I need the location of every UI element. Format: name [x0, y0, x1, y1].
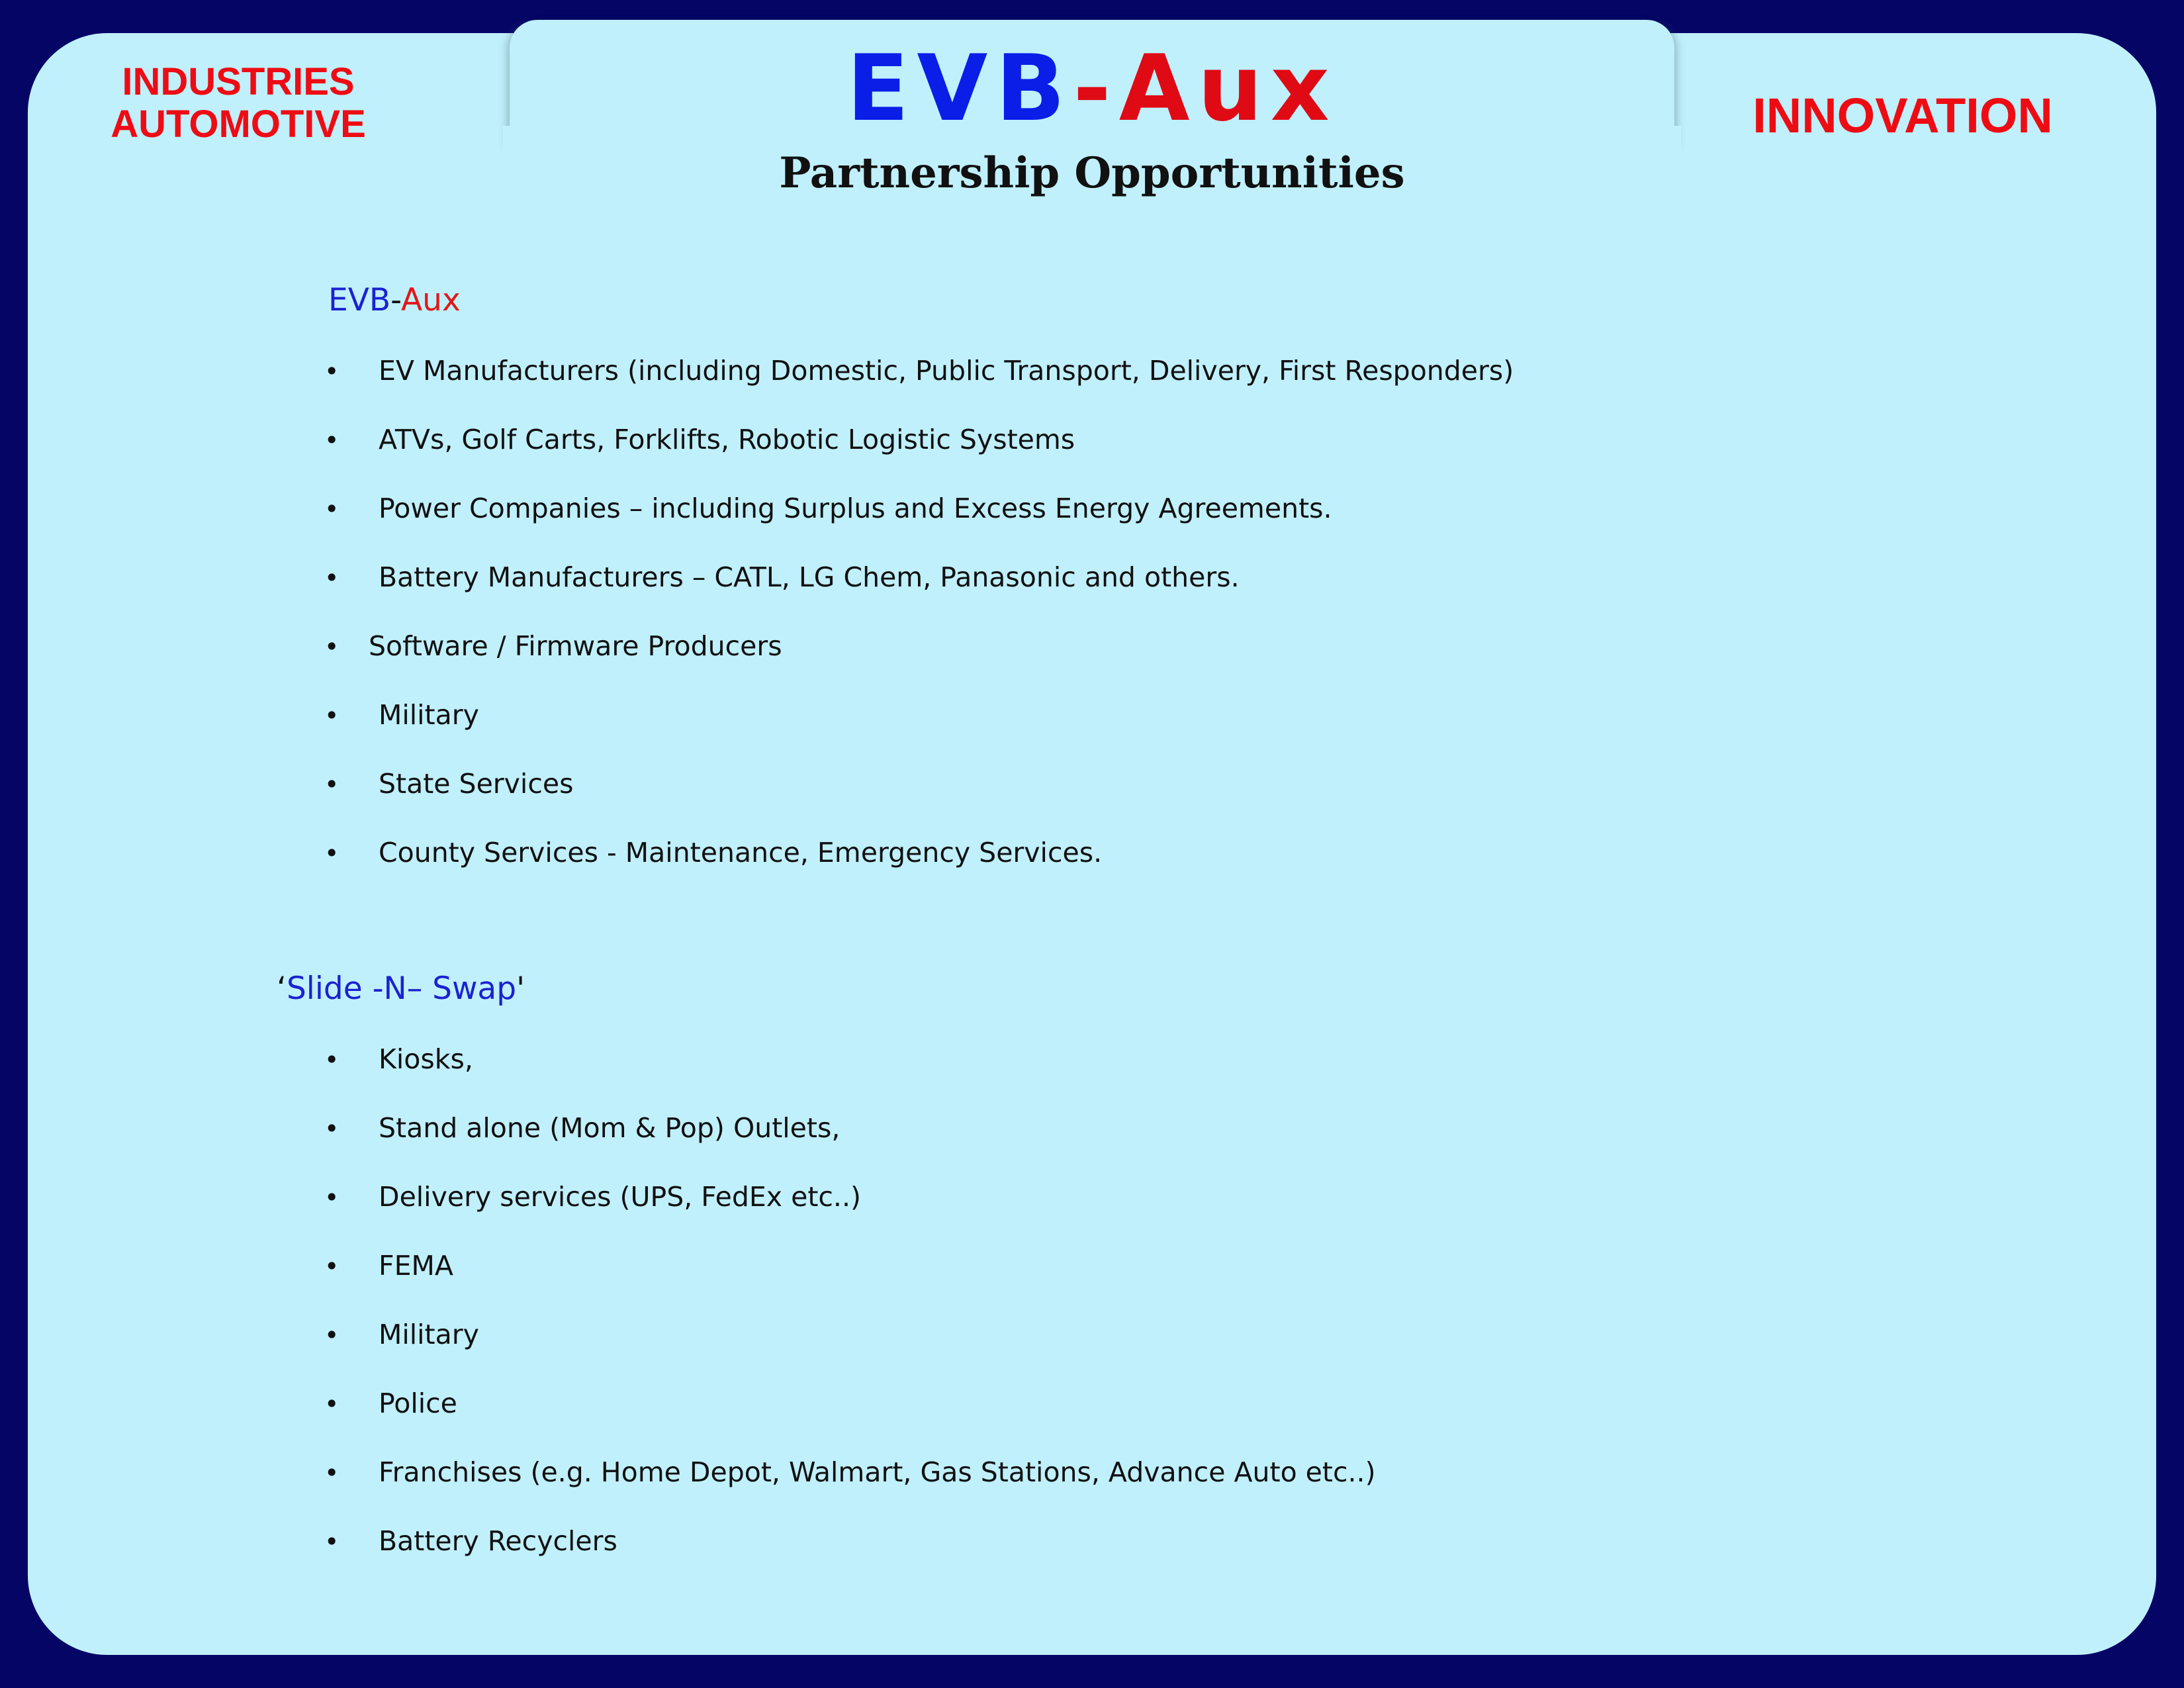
list-item [324, 553, 1514, 622]
title-aux: Aux [1118, 35, 1338, 142]
corner-label-automotive: AUTOMOTIVE [111, 103, 366, 146]
slide-subtitle: Partnership Opportunities [779, 148, 1405, 198]
list-item [324, 416, 1514, 485]
section-heading-slide-n-swap [277, 965, 525, 1013]
bullet: • [324, 770, 340, 799]
title-dash: - [1073, 35, 1119, 142]
list-item-text: Power Companies – including Surplus and Excess Energy Agreements. [379, 492, 1332, 524]
list-item [324, 1173, 1376, 1242]
section-heading-evb-aux [328, 277, 461, 324]
corner-label-left [46, 61, 430, 146]
list-item [324, 622, 1514, 691]
list-item-text: Military [379, 699, 479, 731]
bullet: • [324, 1252, 340, 1281]
bullet: • [324, 839, 340, 868]
bullet: • [324, 1045, 340, 1074]
list-item-text: Kiosks, [379, 1043, 473, 1075]
list-item [324, 1448, 1376, 1517]
slide-title [510, 36, 1674, 142]
list-item-text: Franchises (e.g. Home Depot, Walmart, Gas Stations, Advance Auto etc..) [379, 1456, 1376, 1488]
list-item [324, 760, 1514, 829]
bullet: • [324, 494, 340, 524]
list-item-text: Delivery services (UPS, FedEx etc..) [379, 1181, 861, 1213]
list-item [324, 1035, 1376, 1104]
evb-aux-partner-list [324, 347, 1514, 898]
list-item-text: Stand alone (Mom & Pop) Outlets, [379, 1112, 841, 1144]
list-item-text: State Services [379, 768, 574, 800]
list-item-text: Police [379, 1387, 457, 1419]
title-evb: EVB [846, 35, 1073, 142]
corner-label-industries: INDUSTRIES [122, 60, 355, 103]
list-item-text: Software / Firmware Producers [369, 630, 782, 662]
section-heading-dash: - [390, 282, 402, 318]
list-item [324, 1380, 1376, 1448]
bullet: • [324, 1321, 340, 1350]
section-heading-evb: EVB [328, 282, 391, 318]
bullet: • [324, 563, 340, 592]
bullet: • [324, 357, 340, 386]
list-item-text: FEMA [379, 1250, 453, 1282]
list-item-text: Battery Manufacturers – CATL, LG Chem, Panasonic and others. [379, 561, 1240, 593]
list-item [324, 485, 1514, 553]
list-item-text: Military [379, 1319, 479, 1350]
list-item [324, 1517, 1376, 1586]
section-heading-aux: Aux [401, 282, 461, 318]
bullet: • [324, 1527, 340, 1556]
bullet: • [324, 1183, 340, 1212]
bullet: • [324, 1114, 340, 1143]
bullet: • [324, 426, 340, 455]
list-item [324, 1104, 1376, 1173]
list-item-text: EV Manufacturers (including Domestic, Public Transport, Delivery, First Responders) [379, 355, 1514, 387]
bullet: • [324, 1458, 340, 1487]
bullet: • [324, 632, 340, 661]
list-item-text: County Services - Maintenance, Emergency Services. [379, 837, 1103, 868]
list-item [324, 347, 1514, 416]
list-item [324, 1242, 1376, 1311]
bullet: • [324, 701, 340, 730]
list-item [324, 829, 1514, 898]
list-item-text: Battery Recyclers [379, 1525, 617, 1557]
list-item [324, 691, 1514, 760]
slide-n-swap-partner-list [324, 1035, 1376, 1586]
list-item [324, 1311, 1376, 1380]
bullet: • [324, 1389, 340, 1419]
section-heading-close-quote: ' [516, 970, 525, 1007]
section-heading-label: Slide -N– Swap [286, 970, 517, 1007]
corner-label-innovation: INNOVATION [1752, 88, 2053, 143]
list-item-text: ATVs, Golf Carts, Forklifts, Robotic Logistic Systems [379, 424, 1075, 455]
section-heading-open-quote: ‘ [277, 970, 287, 1007]
